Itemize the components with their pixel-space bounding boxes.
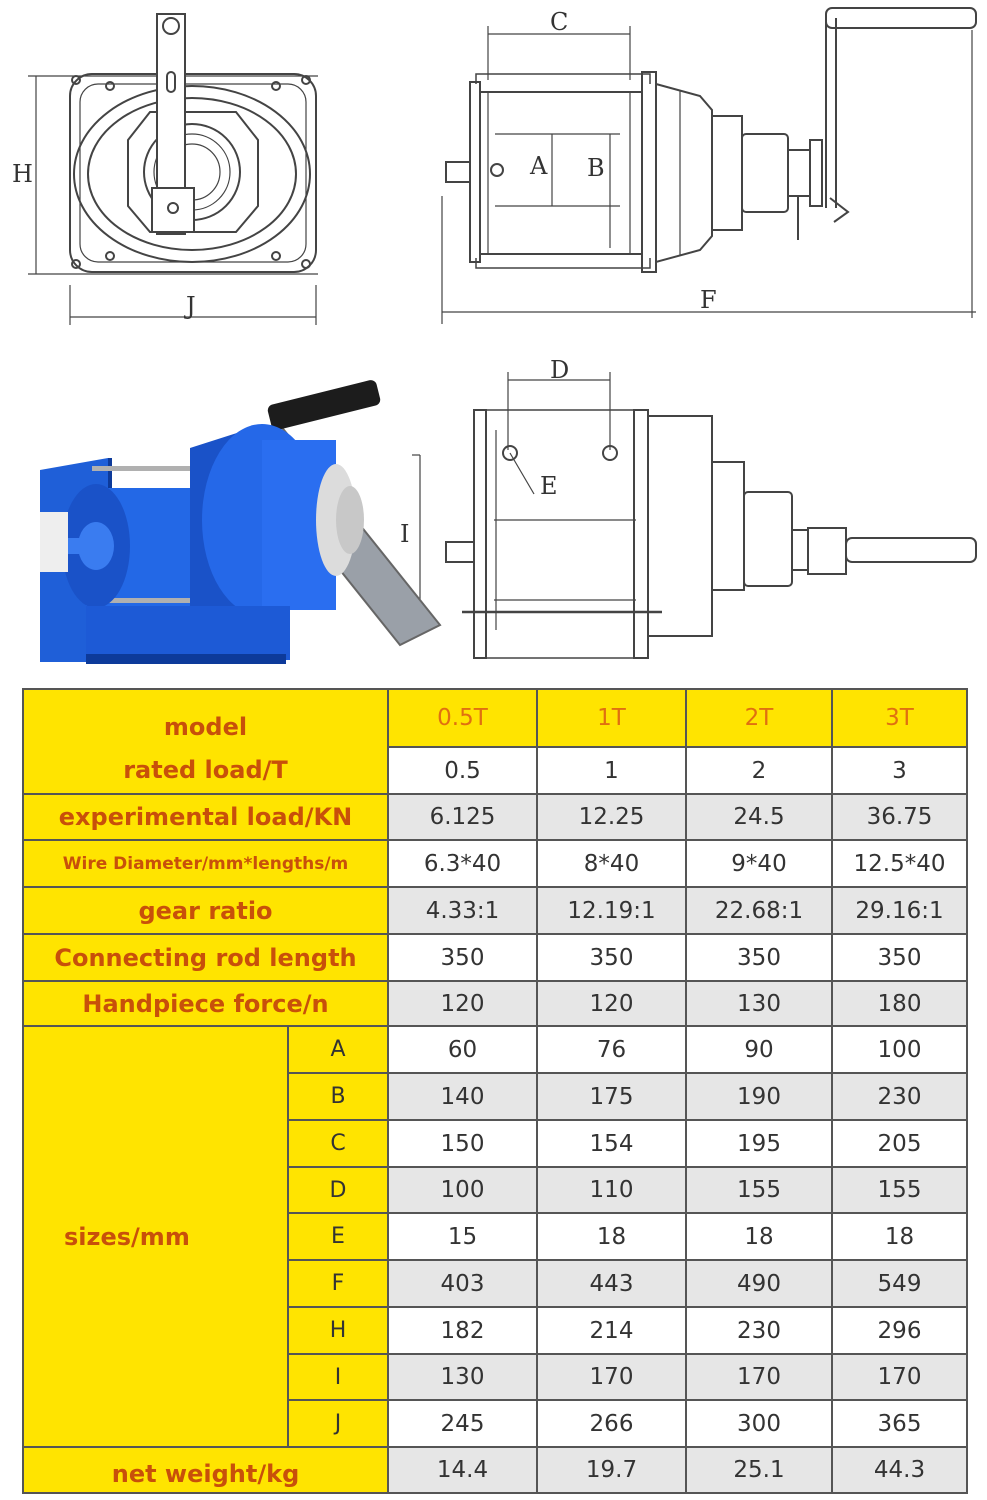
table-cell: 154	[537, 1120, 686, 1167]
technical-drawings	[0, 0, 987, 680]
table-cell: 110	[537, 1167, 686, 1213]
table-row-wire-diameter	[23, 840, 967, 887]
table-cell: 18	[832, 1213, 967, 1260]
table-cell: 350	[537, 934, 686, 981]
label-f: F	[700, 286, 717, 314]
table-cell: 180	[832, 981, 967, 1026]
label-a: A	[530, 152, 548, 180]
label-h: H	[12, 160, 33, 188]
size-dim-label: H	[288, 1307, 388, 1354]
size-dim-label: B	[288, 1073, 388, 1120]
row-label-net-weight: net weight/kg	[23, 1447, 388, 1493]
front-view-drawing	[28, 14, 318, 325]
label-i: I	[400, 520, 410, 548]
table-cell: 230	[686, 1307, 832, 1354]
table-cell: 170	[832, 1354, 967, 1400]
size-dim-label: E	[288, 1213, 388, 1260]
table-cell: 6.125	[388, 794, 537, 840]
table-cell: 300	[686, 1400, 832, 1447]
table-cell: 245	[388, 1400, 537, 1447]
label-b: B	[587, 154, 605, 182]
table-cell: 1	[537, 747, 686, 794]
table-row-net-weight	[23, 1447, 967, 1493]
column-header: 3T	[832, 689, 967, 747]
label-e: E	[540, 472, 558, 500]
table-cell: 230	[832, 1073, 967, 1120]
table-cell: 549	[832, 1260, 967, 1307]
size-dim-label: C	[288, 1120, 388, 1167]
table-row-rated-load	[23, 747, 967, 794]
table-cell: 19.7	[537, 1447, 686, 1493]
table-cell: 443	[537, 1260, 686, 1307]
table-row-handpiece-force	[23, 981, 967, 1026]
table-cell: 120	[537, 981, 686, 1026]
table-cell: 266	[537, 1400, 686, 1447]
table-cell: 403	[388, 1260, 537, 1307]
table-cell: 4.33:1	[388, 887, 537, 934]
row-label-wire-diameter: Wire Diameter/mm*lengths/m	[23, 840, 388, 887]
table-cell: 195	[686, 1120, 832, 1167]
table-cell: 170	[686, 1354, 832, 1400]
table-cell: 8*40	[537, 840, 686, 887]
table-cell: 365	[832, 1400, 967, 1447]
table-row-model	[23, 689, 967, 747]
table-cell: 182	[388, 1307, 537, 1354]
table-row-experimental-load	[23, 794, 967, 840]
row-label-handpiece-force: Handpiece force/n	[23, 981, 388, 1026]
table-cell: 22.68:1	[686, 887, 832, 934]
table-cell: 15	[388, 1213, 537, 1260]
table-cell: 18	[686, 1213, 832, 1260]
table-cell: 350	[686, 934, 832, 981]
spec-table	[22, 688, 968, 1494]
table-cell: 0.5	[388, 747, 537, 794]
label-d: D	[550, 356, 570, 384]
table-cell: 29.16:1	[832, 887, 967, 934]
table-cell: 36.75	[832, 794, 967, 840]
table-cell: 18	[537, 1213, 686, 1260]
table-cell: 14.4	[388, 1447, 537, 1493]
row-label-sizes: sizes/mm	[23, 1026, 288, 1447]
table-cell: 130	[388, 1354, 537, 1400]
size-dim-label: J	[288, 1400, 388, 1447]
table-cell: 350	[388, 934, 537, 981]
table-row-gear-ratio	[23, 887, 967, 934]
side-view-drawing	[442, 8, 976, 324]
table-cell: 190	[686, 1073, 832, 1120]
table-cell: 155	[832, 1167, 967, 1213]
size-dim-label: F	[288, 1260, 388, 1307]
row-label-rated-load: rated load/T	[23, 747, 388, 794]
table-cell: 9*40	[686, 840, 832, 887]
row-label-model: model	[23, 689, 388, 747]
row-label-gear-ratio: gear ratio	[23, 887, 388, 934]
table-cell: 76	[537, 1026, 686, 1073]
size-dim-label: D	[288, 1167, 388, 1213]
table-cell: 12.19:1	[537, 887, 686, 934]
table-cell: 140	[388, 1073, 537, 1120]
table-cell: 350	[832, 934, 967, 981]
row-label-experimental-load: experimental load/KN	[23, 794, 388, 840]
table-cell: 60	[388, 1026, 537, 1073]
table-row-size-a	[23, 1026, 967, 1073]
size-dim-label: I	[288, 1354, 388, 1400]
table-cell: 150	[388, 1120, 537, 1167]
table-cell: 12.25	[537, 794, 686, 840]
label-j: J	[186, 292, 196, 320]
table-cell: 120	[388, 981, 537, 1026]
table-cell: 6.3*40	[388, 840, 537, 887]
table-cell: 296	[832, 1307, 967, 1354]
column-header: 1T	[537, 689, 686, 747]
table-row-connecting-rod	[23, 934, 967, 981]
table-cell: 25.1	[686, 1447, 832, 1493]
table-cell: 205	[832, 1120, 967, 1167]
table-cell: 12.5*40	[832, 840, 967, 887]
label-c: C	[550, 8, 569, 36]
table-cell: 2	[686, 747, 832, 794]
row-label-connecting-rod: Connecting rod length	[23, 934, 388, 981]
table-cell: 175	[537, 1073, 686, 1120]
table-cell: 3	[832, 747, 967, 794]
table-cell: 24.5	[686, 794, 832, 840]
table-cell: 100	[388, 1167, 537, 1213]
table-cell: 214	[537, 1307, 686, 1354]
table-cell: 90	[686, 1026, 832, 1073]
table-cell: 170	[537, 1354, 686, 1400]
base-view-drawing	[412, 372, 976, 658]
size-dim-label: A	[288, 1026, 388, 1073]
table-cell: 490	[686, 1260, 832, 1307]
winch-product-photo	[40, 379, 440, 664]
table-cell: 44.3	[832, 1447, 967, 1493]
column-header: 2T	[686, 689, 832, 747]
column-header: 0.5T	[388, 689, 537, 747]
table-cell: 130	[686, 981, 832, 1026]
table-cell: 155	[686, 1167, 832, 1213]
table-cell: 100	[832, 1026, 967, 1073]
